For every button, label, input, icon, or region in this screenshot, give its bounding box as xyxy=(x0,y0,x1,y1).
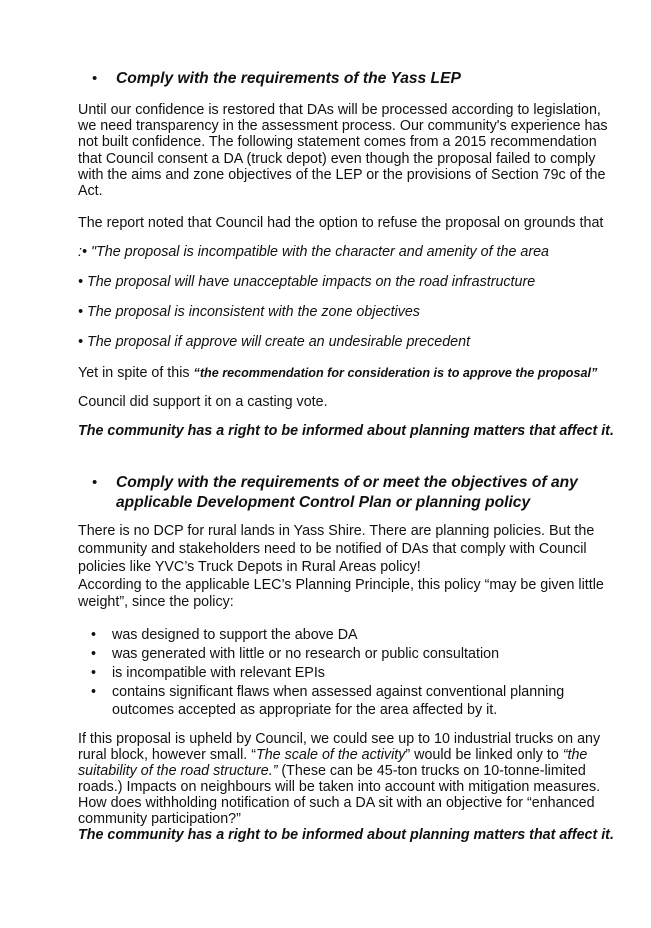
conclusion: The community has a right to be informed about planning matters that affect it. xyxy=(78,827,614,843)
list-item: was designed to support the above DA xyxy=(112,627,358,643)
italic-quote: suitability of the road structure.” xyxy=(78,763,278,779)
section-heading: Comply with the requirements of or meet the objectives of any xyxy=(116,474,578,491)
paragraph xyxy=(78,364,597,382)
quoted-ground: • The proposal will have unacceptable impacts on the road infrastructure xyxy=(78,274,536,290)
conclusion: The community has a right to be informed about planning matters that affect it. xyxy=(78,423,614,439)
italic-quote: “the xyxy=(562,747,588,763)
quoted-ground: • The proposal if approve will create an undesirable precedent xyxy=(78,334,471,350)
paragraph-line: we need transparency in the assessment process. Our community's experience has xyxy=(78,118,608,134)
list-item: was generated with little or no research or public consultation xyxy=(112,646,500,662)
paragraph-line: community and stakeholders need to be notified of DAs that comply with Council xyxy=(78,541,587,557)
paragraph-line: policies like YVC’s Truck Depots in Rural Areas policy! xyxy=(78,559,421,575)
paragraph-line: roads.) Impacts on neighbours will be taken into account with mitigation measures. xyxy=(78,779,601,795)
bullet-icon: • xyxy=(91,646,97,662)
bullet-icon: • xyxy=(92,70,98,87)
paragraph: Council did support it on a casting vote. xyxy=(78,394,328,410)
paragraph: The report noted that Council had the option to refuse the proposal on grounds that xyxy=(78,215,604,231)
paragraph-line: that Council consent a DA (truck depot) even though the proposal failed to comply xyxy=(78,151,596,167)
text: ” would be linked only to xyxy=(405,747,563,763)
text: rural block, however small. “ xyxy=(78,747,256,763)
bullet-icon: • xyxy=(92,474,98,491)
quoted-ground: :• "The proposal is incompatible with the character and amenity of the area xyxy=(78,244,550,260)
paragraph-line: There is no DCP for rural lands in Yass Shire. There are planning policies. But the xyxy=(78,523,595,539)
list-item: is incompatible with relevant EPIs xyxy=(112,665,325,681)
quoted-ground: • The proposal is inconsistent with the zone objectives xyxy=(78,304,420,320)
bullet-icon: • xyxy=(91,665,97,681)
paragraph-line: not built confidence. The following statement comes from a 2015 recommendation xyxy=(78,134,597,150)
text: (These can be 45-ton trucks on 10-tonne-limited xyxy=(277,763,586,779)
paragraph-line: with the aims and zone objectives of the LEP or the provisions of Section 79c of the xyxy=(78,167,606,183)
paragraph-line: Act. xyxy=(78,183,103,199)
bullet-icon: • xyxy=(91,627,97,643)
bullet-icon: • xyxy=(91,684,97,700)
paragraph-line: How does withholding notification of such a DA sit with an objective for “enhanced xyxy=(78,795,595,811)
paragraph-line: According to the applicable LEC’s Planning Principle, this policy “may be given little xyxy=(78,577,604,593)
paragraph-line: If this proposal is upheld by Council, we could see up to 10 industrial trucks on any xyxy=(78,731,601,747)
emphasized-quote: “the recommendation for consideration is to approve the proposal” xyxy=(193,366,598,380)
list-item-continuation: outcomes accepted as appropriate for the area affected by it. xyxy=(112,702,498,718)
list-item: contains significant flaws when assessed against conventional planning xyxy=(112,684,565,700)
section-heading: Comply with the requirements of the Yass LEP xyxy=(116,70,461,87)
paragraph-line: Until our confidence is restored that DAs will be processed according to legislation, xyxy=(78,102,601,118)
paragraph-line: community participation?” xyxy=(78,811,241,827)
italic-quote: The scale of the activity xyxy=(255,747,406,763)
paragraph-line: weight”, since the policy: xyxy=(78,594,234,610)
text: Yet in spite of this xyxy=(78,365,194,381)
section-heading: applicable Development Control Plan or planning policy xyxy=(116,494,531,511)
